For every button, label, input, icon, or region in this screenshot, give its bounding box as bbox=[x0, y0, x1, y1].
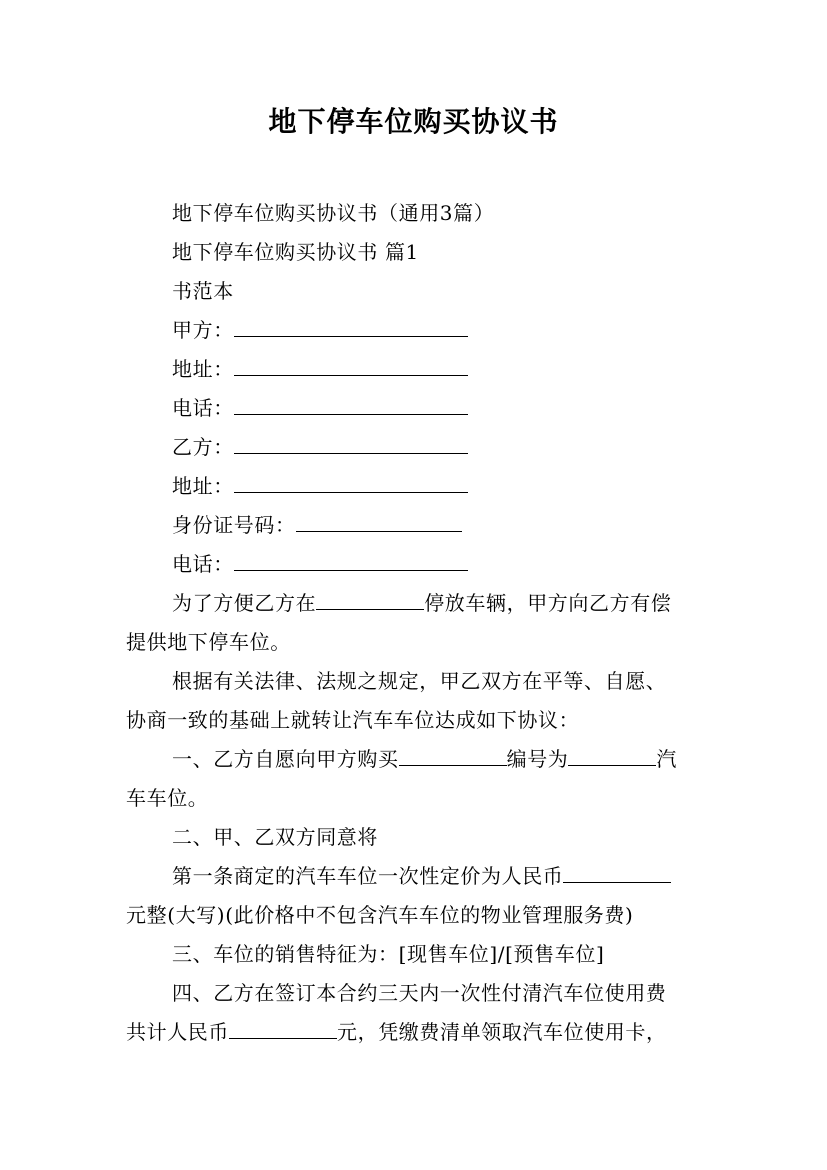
paragraph-text: 一、乙方自愿向甲方购买 bbox=[172, 747, 399, 771]
template-label: 书范本 bbox=[172, 279, 234, 303]
clause-two: 二、甲、乙双方同意将 bbox=[172, 825, 378, 849]
party-a-field bbox=[172, 317, 468, 343]
party-b-field bbox=[172, 434, 468, 460]
paragraph-text: 为了方便乙方在 bbox=[172, 591, 317, 615]
address-a-field bbox=[172, 356, 468, 382]
paragraph-text: 汽 bbox=[656, 747, 678, 771]
clause-one bbox=[172, 746, 677, 772]
paragraph-legal-basis-cont: 协商一致的基础上就转让汽车车位达成如下协议： bbox=[126, 708, 580, 732]
phone-b-field bbox=[172, 551, 468, 577]
paragraph-text: 停放车辆，甲方向乙方有偿 bbox=[424, 591, 672, 615]
article-heading: 地下停车位购买协议书 篇1 bbox=[172, 240, 419, 264]
clause-price-cont: 元整(大写)(此价格中不包含汽车车位的物业管理服务费) bbox=[126, 903, 634, 927]
clause-four: 四、乙方在签订本合约三天内一次性付清汽车位使用费 bbox=[172, 981, 667, 1005]
number-blank bbox=[568, 747, 656, 766]
phone-b-label: 电话： bbox=[172, 552, 234, 576]
document-subtitle: 地下停车位购买协议书（通用3篇） bbox=[172, 201, 495, 225]
payment-blank bbox=[229, 1020, 337, 1039]
clause-three: 三、车位的销售特征为：[现售车位]/[预售车位] bbox=[172, 942, 605, 966]
clause-four-cont bbox=[126, 1019, 667, 1045]
party-b-blank bbox=[234, 435, 468, 454]
address-b-blank bbox=[234, 474, 468, 493]
location-blank bbox=[316, 591, 424, 610]
price-blank bbox=[563, 864, 671, 883]
clause-price bbox=[172, 863, 671, 889]
paragraph-text: 共计人民币 bbox=[126, 1020, 229, 1044]
party-a-blank bbox=[234, 318, 468, 337]
phone-a-field bbox=[172, 395, 468, 421]
paragraph-purpose bbox=[172, 590, 671, 616]
id-number-blank bbox=[296, 513, 462, 532]
id-number-label: 身份证号码： bbox=[172, 513, 296, 537]
address-b-field bbox=[172, 473, 468, 499]
party-a-label: 甲方： bbox=[172, 318, 234, 342]
phone-a-blank bbox=[234, 396, 468, 415]
id-number-field bbox=[172, 512, 462, 538]
paragraph-text: 第一条商定的汽车车位一次性定价为人民币 bbox=[172, 864, 564, 888]
clause-one-cont: 车车位。 bbox=[126, 786, 209, 810]
address-b-label: 地址： bbox=[172, 474, 234, 498]
phone-b-blank bbox=[234, 552, 468, 571]
phone-a-label: 电话： bbox=[172, 396, 234, 420]
paragraph-legal-basis: 根据有关法律、法规之规定，甲乙双方在平等、自愿、 bbox=[172, 669, 667, 693]
party-b-label: 乙方： bbox=[172, 435, 234, 459]
address-a-label: 地址： bbox=[172, 357, 234, 381]
address-a-blank bbox=[234, 357, 468, 376]
paragraph-text: 元，凭缴费清单领取汽车位使用卡， bbox=[337, 1020, 667, 1044]
paragraph-purpose-cont: 提供地下停车位。 bbox=[126, 630, 291, 654]
document-title: 地下停车位购买协议书 bbox=[268, 105, 559, 138]
paragraph-text: 编号为 bbox=[506, 747, 569, 771]
purchase-blank bbox=[399, 747, 507, 766]
